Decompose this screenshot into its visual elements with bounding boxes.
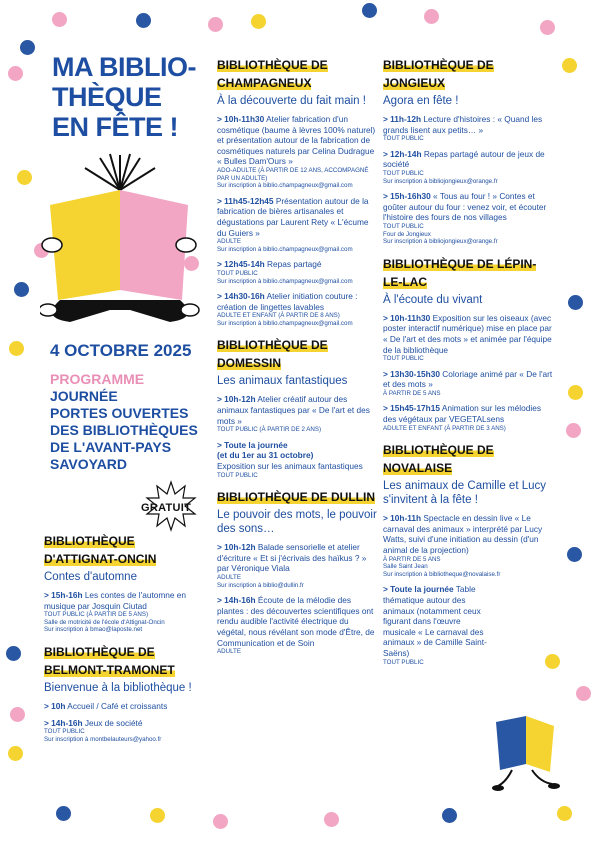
column-left — [44, 532, 204, 752]
library-dullin — [217, 488, 377, 656]
event-text: Balade sensorielle et atelier d'écriture « Et si j'écrivais des haïkus ? » par Véronique Viala — [217, 542, 367, 574]
library-subtitle: Bienvenue à la bibliothèque ! — [44, 681, 192, 694]
event-time: > 14h-16h — [44, 717, 83, 728]
event-audience: TOUT PUBLIC — [383, 169, 424, 177]
library-jongieux — [383, 56, 553, 246]
decor-dot — [568, 295, 583, 310]
column-middle — [217, 56, 377, 665]
library-subtitle: Les animaux de Camille et Lucy s'invitent à la fête ! — [383, 480, 546, 507]
library-subtitle: À la découverte du fait main ! — [217, 95, 366, 107]
event-time: > 13h30-15h30 — [383, 368, 440, 379]
title-line: THÈQUE — [52, 82, 162, 112]
event-text: Les contes de l'automne en musique par Josquin Ciutad — [44, 590, 187, 611]
library-domessin — [217, 336, 377, 479]
decor-dot — [566, 423, 581, 438]
library-title: BIBLIOTHÈQUE D'ATTIGNAT-ONCIN — [44, 534, 157, 566]
event-place: Four de Jongieux — [383, 230, 431, 238]
decor-dot — [150, 808, 165, 823]
event-time: > 10h — [44, 700, 66, 711]
event-text: Jeux de société — [82, 717, 143, 728]
event-time: > 10h-11h30 — [217, 114, 265, 124]
event-time: > 10h-12h — [217, 394, 256, 405]
library-subtitle: Contes d'automne — [44, 571, 137, 583]
decor-dot — [442, 808, 457, 823]
small-reader-illustration — [492, 712, 562, 794]
decor-dot — [576, 686, 591, 701]
event-audience: TOUT PUBLIC — [383, 355, 424, 363]
event-audience: ADULTE — [217, 574, 241, 581]
decor-dot — [540, 20, 555, 35]
event-text: Présentation autour de la fabrication de bières artisanales et dégustations par Laurent Rety « L'écume du Guiers » — [217, 195, 369, 238]
library-champagneux — [217, 56, 377, 327]
decor-dot — [8, 746, 23, 761]
library-title: BIBLIOTHÈQUE DE LÉPIN-LE-LAC — [383, 256, 537, 289]
event-text: Exposition sur les animaux fantastiques — [217, 461, 363, 472]
decor-dot — [52, 12, 67, 27]
event-audience: TOUT PUBLIC — [383, 658, 424, 666]
event-audience: À PARTIR DE 5 ANS — [383, 555, 441, 563]
event-period: (et du 1er au 31 octobre) — [217, 450, 314, 461]
event-text: Atelier créatif autour des animaux fantastiques par « De l'art et des mots » — [217, 394, 370, 426]
event-place: Salle de motricité de l'école d'Attignat-Oncin — [44, 618, 165, 626]
programme-line: DE L'AVANT-PAYS — [50, 439, 172, 455]
event-time: > 10h-11h30 — [383, 312, 431, 323]
decor-dot — [136, 13, 151, 28]
event-time: > Toute la journée — [217, 439, 288, 450]
library-subtitle: À l'écoute du vivant — [383, 293, 483, 306]
event-registration: Sur inscription à biblio.champagneux@gmail.com — [217, 245, 353, 253]
decor-dot — [208, 17, 223, 32]
event-registration: Sur inscription à biblio@dullin.fr — [217, 581, 304, 589]
event-audience: ADULTE ET ENFANT (À PARTIR DE 8 ANS) — [217, 312, 340, 320]
decor-dot — [56, 806, 71, 821]
event-text: Animation sur les mélodies des végétaux par VEGETALsens — [383, 403, 541, 425]
event-audience: TOUT PUBLIC — [44, 728, 85, 736]
event-text: Atelier fabrication d'un cosmétique (baume à lèvres 100% naturel) et présentation autour de la fabrication de cosmétiques naturels par Celina Dudrague « Bulles Dam'Ours » — [217, 114, 376, 167]
title-line: EN FÊTE ! — [52, 112, 179, 142]
event-registration: Sur inscription à montbelauteurs@yahoo.fr — [44, 735, 162, 743]
event-text: Repas partagé autour de jeux de société — [383, 148, 545, 170]
event-text: Écoute de la mélodie des plantes : des découvertes scientifiques ont rendu audible l'activité électrique du végétal, nous révélant son mode d'Être, de Communication et de Soin — [217, 595, 375, 648]
library-title: BIBLIOTHÈQUE DE BELMONT-TRAMONET — [44, 644, 175, 677]
event-audience: TOUT PUBLIC (À PARTIR DE 2 ANS) — [217, 426, 322, 434]
event-audience: TOUT PUBLIC — [383, 135, 424, 143]
event-registration: Sur inscription à biblio.champagneux@gmail.com — [217, 277, 353, 285]
library-subtitle: Le pouvoir des mots, le pouvoir des sons… — [217, 509, 377, 536]
event-registration: Sur inscription à bibliotheque@novalaise.fr — [383, 570, 501, 578]
event-audience: ADO-ADULTE (À PARTIR DE 12 ANS, ACCOMPAGNÉ PAR UN ADULTE) — [217, 166, 369, 182]
decor-dot — [9, 341, 24, 356]
programme-line: SAVOYARD — [50, 456, 128, 472]
decor-dot — [17, 170, 32, 185]
library-novalaise — [383, 441, 553, 666]
event-audience: TOUT PUBLIC — [217, 471, 258, 479]
event-text: Table thématique autour des animaux (notamment ceux figurant dans l'œuvre musicale « Le carnaval des animaux » de Camille Saint-Saëns) — [383, 584, 487, 658]
event-time: > 15h45-17h15 — [383, 403, 440, 414]
programme-heading — [50, 371, 198, 473]
library-title: BIBLIOTHÈQUE DE JONGIEUX — [383, 58, 494, 90]
decor-dot — [568, 385, 583, 400]
decor-dot — [567, 547, 582, 562]
column-right — [383, 56, 553, 675]
library-belmont — [44, 643, 204, 743]
decor-dot — [562, 58, 577, 73]
library-subtitle: Agora en fête ! — [383, 95, 459, 107]
decor-dot — [6, 646, 21, 661]
event-audience: TOUT PUBLIC (À PARTIR DE 5 ANS) — [44, 611, 149, 619]
library-title: BIBLIOTHÈQUE DE CHAMPAGNEUX — [217, 58, 328, 90]
event-text: Repas partagé — [264, 259, 322, 270]
event-time: > 15h-16h30 — [383, 191, 431, 202]
event-text: Atelier initiation couture : création de lingettes lavables — [217, 291, 358, 312]
event-time: > 15h-16h — [44, 590, 83, 600]
event-audience: TOUT PUBLIC — [383, 222, 424, 230]
decor-dot — [10, 707, 25, 722]
event-time: > Toute la journée — [383, 584, 454, 595]
library-title: BIBLIOTHÈQUE DE NOVALAISE — [383, 443, 494, 476]
programme-line: PROGRAMME — [50, 371, 145, 387]
decor-dot — [20, 40, 35, 55]
event-text: Lecture d'histoires : « Quand les grands lisent aux petits… » — [383, 114, 543, 135]
gratuit-label: GRATUIT — [141, 502, 192, 514]
event-audience: ADULTE — [217, 238, 241, 246]
decor-dot — [213, 814, 228, 829]
event-text: Spectacle en dessin live « Le carnaval des animaux » interprété par Lucy Watts, suivi d'une initiation au dessin (d'un animal de la projection) — [383, 513, 543, 556]
event-time: > 14h30-16h — [217, 291, 265, 302]
event-date: 4 OCTOBRE 2025 — [50, 341, 192, 360]
event-time: > 11h-12h — [383, 114, 422, 124]
programme-line: JOURNÉE — [50, 388, 118, 404]
event-text: « Tous au four ! » Contes et goûter autour du four : venez voir, et écouter l'histoire des fours de nos villages — [383, 191, 547, 223]
decor-dot — [14, 282, 29, 297]
decor-dot — [251, 14, 266, 29]
event-audience: TOUT PUBLIC — [217, 269, 258, 277]
event-registration: Sur inscription à biblio.champagneux@gmail.com — [217, 319, 353, 327]
event-time: > 12h-14h — [383, 148, 422, 159]
event-text: Exposition sur les oiseaux (avec poster interactif numérique) mise en place par « De l'art et des mots » et animée par l'équipe de la bibliothèque — [383, 312, 552, 355]
event-audience: ADULTE ET ENFANT (À PARTIR DE 3 ANS) — [383, 424, 506, 432]
event-audience: ADULTE — [217, 648, 241, 656]
event-text: Coloriage animé par « De l'art et des mots » — [383, 368, 553, 390]
library-lepin — [383, 255, 553, 433]
decor-dot — [424, 9, 439, 24]
programme-line: PORTES OUVERTES — [50, 405, 189, 421]
poster-title — [52, 52, 196, 142]
event-time: > 10h-12h — [217, 542, 256, 553]
event-time: > 14h-16h — [217, 595, 256, 606]
event-time: > 12h45-14h — [217, 259, 265, 270]
title-line: MA BIBLIO- — [52, 52, 196, 82]
event-audience: À PARTIR DE 5 ANS — [383, 389, 441, 397]
reader-illustration — [40, 150, 200, 330]
event-registration: Sur inscription à bmao@laposte.net — [44, 626, 143, 634]
decor-dot — [557, 806, 572, 821]
event-text: Accueil / Café et croissants — [65, 700, 168, 711]
library-title: BIBLIOTHÈQUE DE DULLIN — [217, 490, 375, 505]
library-subtitle: Les animaux fantastiques — [217, 375, 348, 388]
event-registration: Sur inscription à bibliojongieux@orange.fr — [383, 238, 498, 246]
decor-dot — [8, 66, 23, 81]
library-title: BIBLIOTHÈQUE DE DOMESSIN — [217, 338, 328, 371]
decor-dot — [324, 812, 339, 827]
event-time: > 11h45-12h45 — [217, 195, 274, 206]
event-time: > 10h-11h — [383, 513, 422, 524]
event-registration: Sur inscription à bibliojongieux@orange.fr — [383, 177, 498, 185]
decor-dot — [362, 3, 377, 18]
event-place: Salle Saint Jean — [383, 563, 428, 571]
programme-line: DES BIBLIOTHÈQUES — [50, 422, 198, 438]
event-registration: Sur inscription à biblio.champagneux@gmail.com — [217, 182, 353, 190]
library-attignat — [44, 532, 204, 634]
